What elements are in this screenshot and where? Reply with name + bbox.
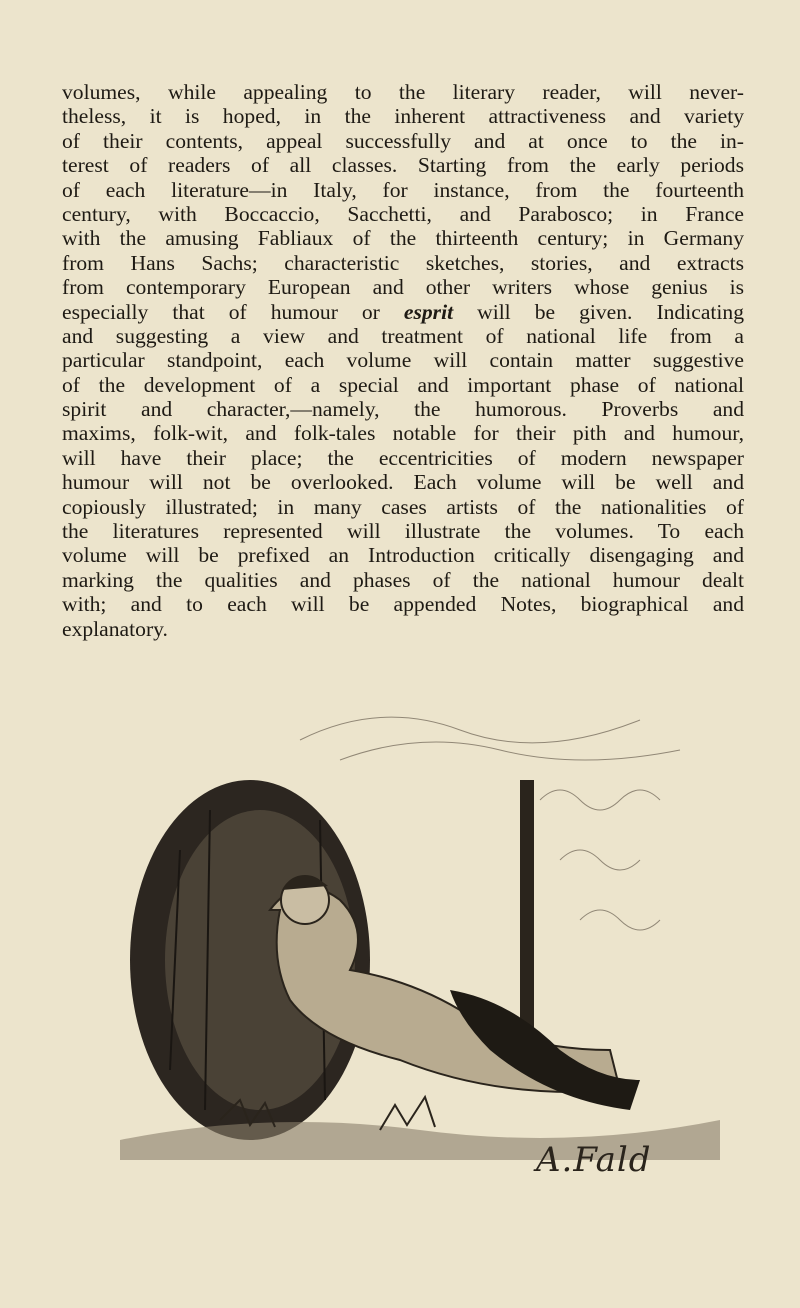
text-line: with the amusing Fabliaux of the thirteenth century; in Germany — [62, 226, 744, 251]
line-segment: especially that of humour or — [62, 299, 380, 324]
body-paragraph — [62, 80, 744, 641]
text-line: theless, it is hoped, in the inherent attractiveness and variety — [62, 104, 744, 129]
artist-signature: A.Fald — [536, 1140, 652, 1180]
text-line: particular standpoint, each volume will contain matter suggestive — [62, 348, 744, 373]
text-line: maxims, folk-wit, and folk-tales notable for their pith and humour, — [62, 421, 744, 446]
text-line: volumes, while appealing to the literary reader, will never- — [62, 80, 744, 104]
text-line: from contemporary European and other writers whose genius is — [62, 275, 744, 300]
text-line-esprit — [62, 300, 744, 324]
text-line: will have their place; the eccentricities of modern newspaper — [62, 445, 744, 470]
text-line: of the development of a special and important phase of national — [62, 372, 744, 397]
text-line: the literatures represented will illustrate the volumes. To each — [62, 519, 744, 544]
line-segment: will be given. Indicating — [477, 299, 744, 324]
staff — [520, 780, 534, 1040]
text-line: explanatory. — [62, 616, 168, 641]
text-line: marking the qualities and phases of the national humour dealt — [62, 567, 744, 592]
text-line: and suggesting a view and treatment of national life from a — [62, 323, 744, 348]
text-line: from Hans Sachs; characteristic sketches, stories, and extracts — [62, 250, 744, 275]
text-line: copiously illustrated; in many cases artists of the nationalities of — [62, 494, 744, 519]
text-line: with; and to each will be appended Notes, biographical and — [62, 592, 744, 617]
text-line: volume will be prefixed an Introduction critically disengaging and — [62, 543, 744, 568]
esprit-italic-word: esprit — [403, 299, 454, 324]
text-line: century, with Boccaccio, Sacchetti, and Parabosco; in France — [62, 201, 744, 226]
text-line: terest of readers of all classes. Starting from the early periods — [62, 153, 744, 178]
text-line: of their contents, appeal successfully and at once to the in- — [62, 128, 744, 153]
text-line: spirit and character,—namely, the humorous. Proverbs and — [62, 397, 744, 422]
text-line: humour will not be overlooked. Each volume will be well and — [62, 470, 744, 495]
barrel-man-illustration — [120, 680, 720, 1200]
text-line: of each literature—in Italy, for instance, from the fourteenth — [62, 177, 744, 202]
